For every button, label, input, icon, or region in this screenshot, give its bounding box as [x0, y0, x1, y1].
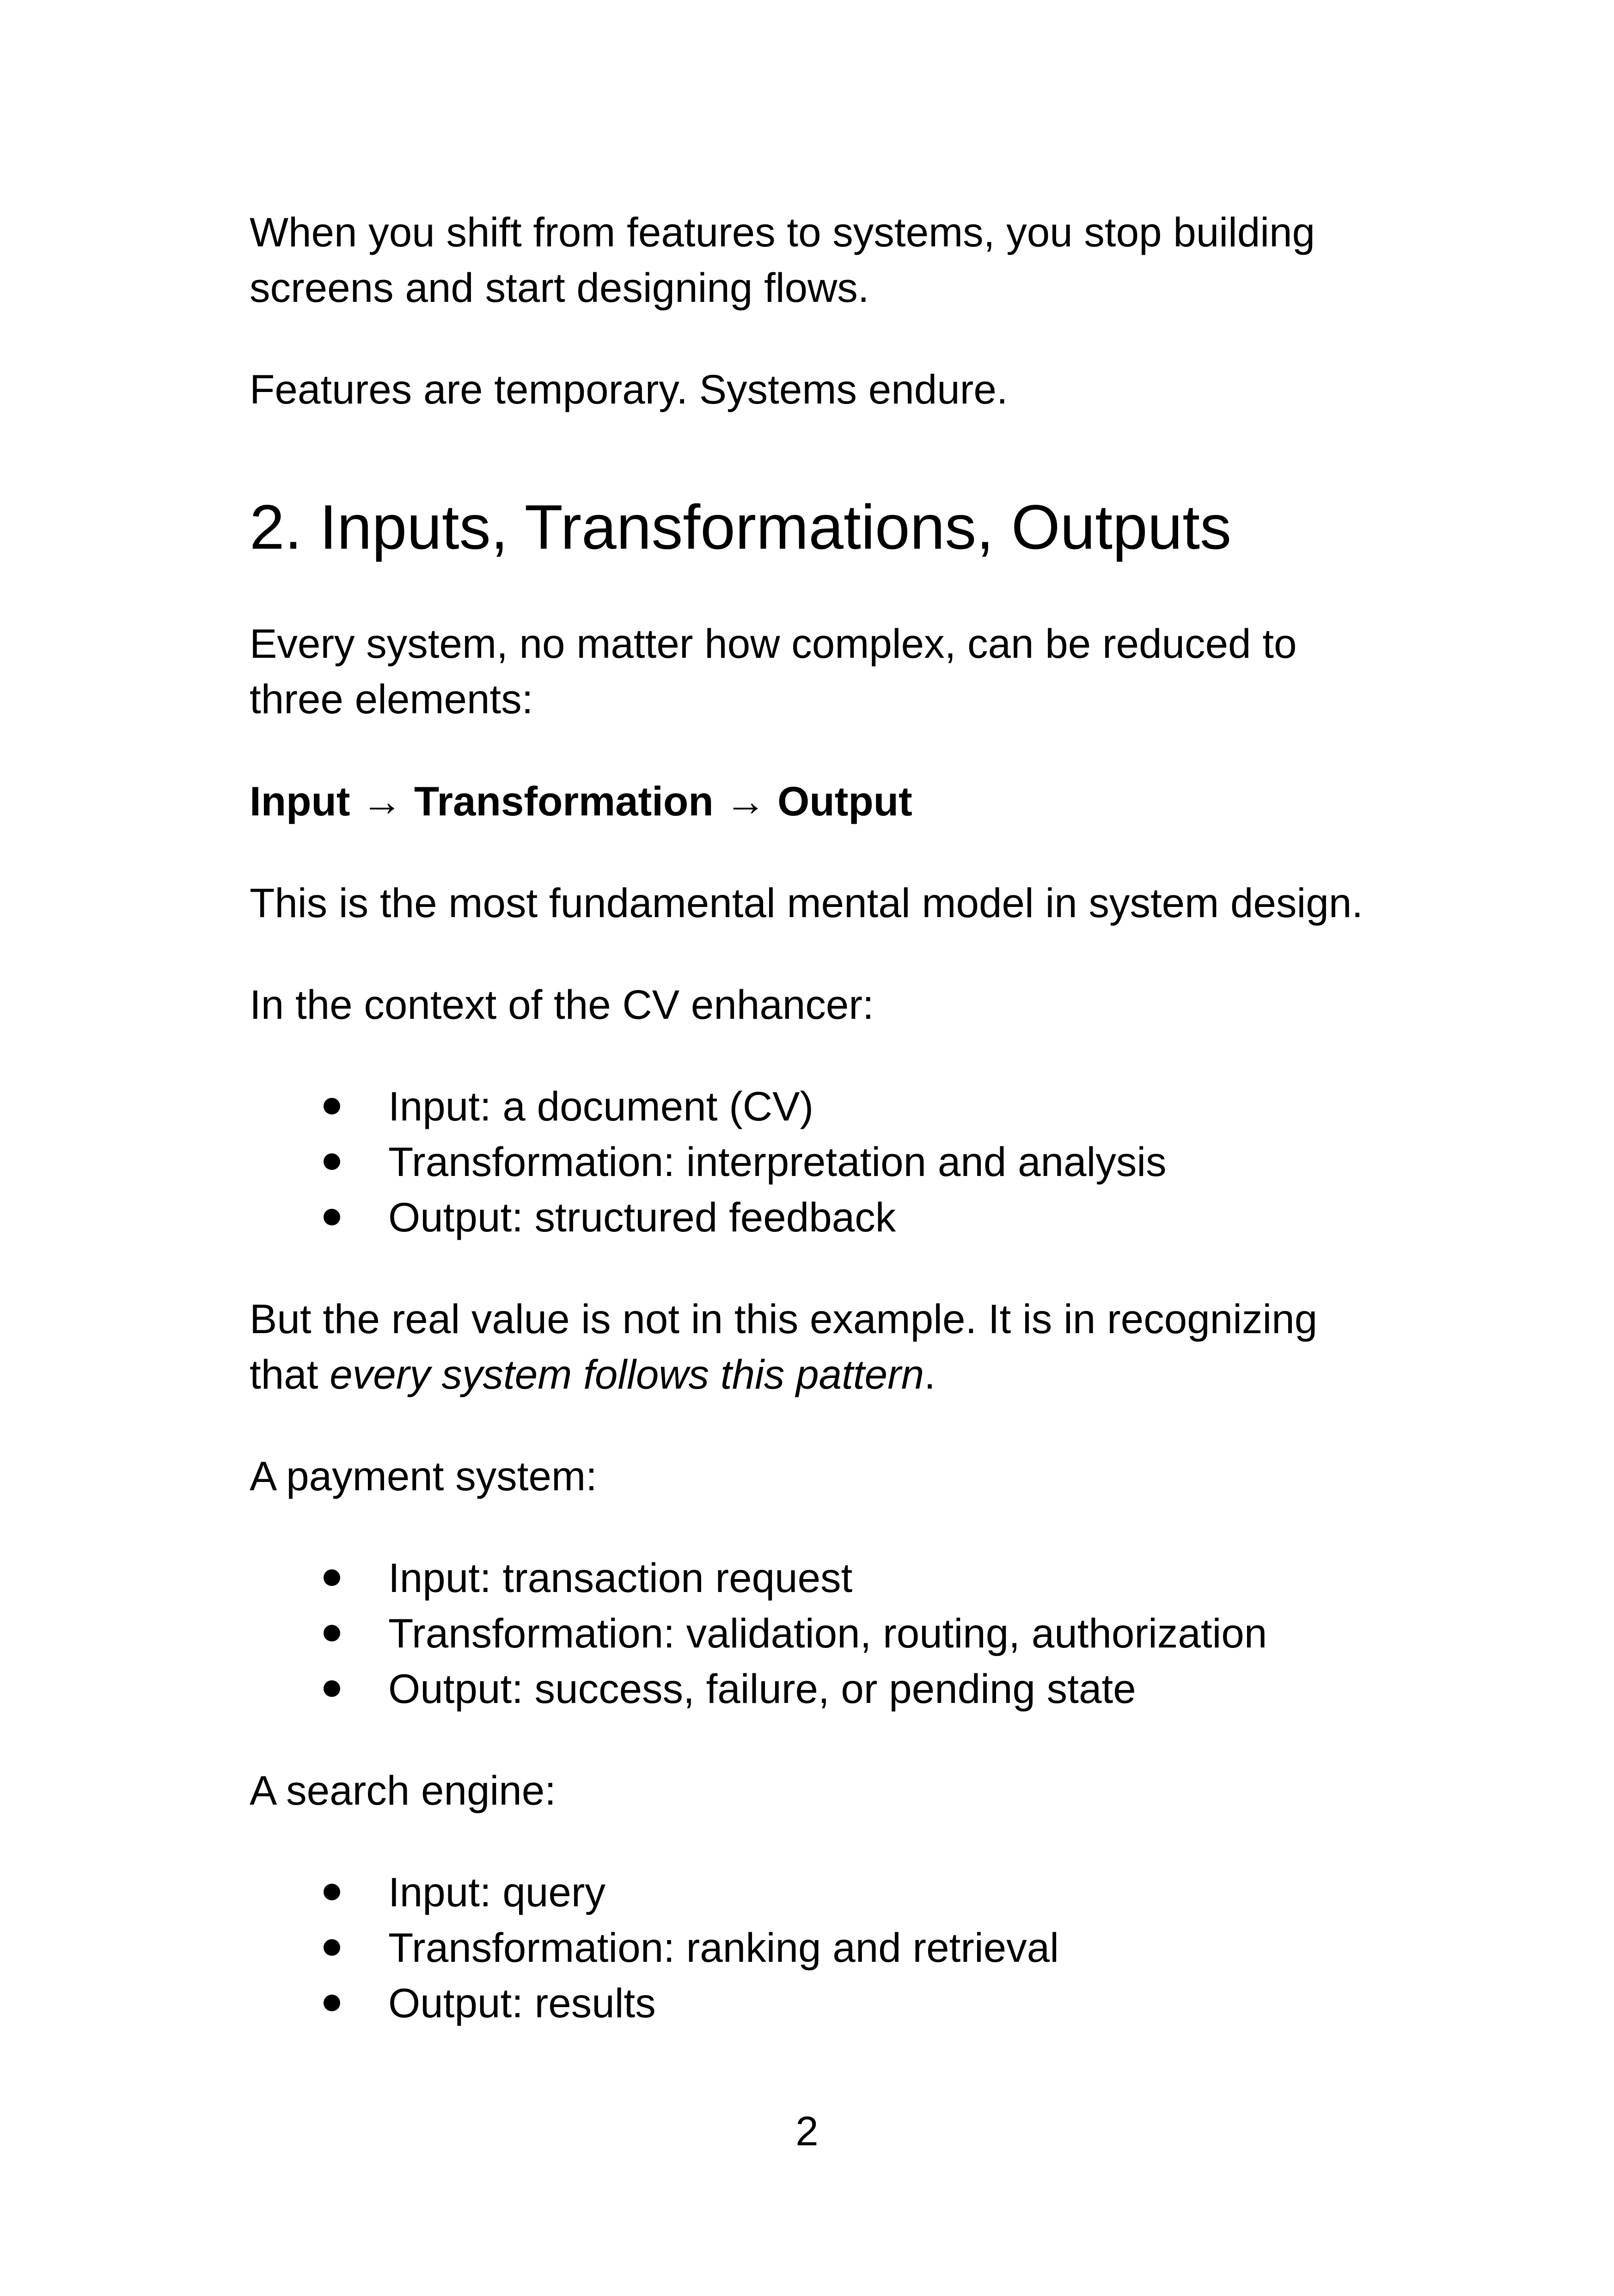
list-item-text: Transformation: ranking and retrieval — [388, 1924, 1059, 1971]
paragraph-1-line-1: Every system, no matter how complex, can be reduced to — [250, 620, 1297, 667]
list-item-text: Output: structured feedback — [388, 1194, 896, 1240]
intro-line-2: screens and start designing flows. — [250, 264, 869, 311]
mental-model-line: Input → Transformation → Output — [250, 778, 912, 824]
cv-intro: In the context of the CV enhancer: — [250, 981, 874, 1028]
list-item-text: Output: success, failure, or pending state — [388, 1665, 1136, 1712]
bullet-icon — [324, 1209, 340, 1225]
list-item — [0, 1189, 1387, 1245]
list-item-text: Transformation: interpretation and analysis — [388, 1139, 1167, 1185]
list-item — [0, 1661, 1387, 1716]
paragraph-3-line-1: But the real value is not in this example. It is in recognizing — [250, 1296, 1318, 1342]
intro-line-1: When you shift from features to systems, you stop building — [250, 209, 1315, 255]
payment-intro: A payment system: — [250, 1453, 597, 1499]
bullet-icon — [324, 1884, 340, 1900]
bullet-icon — [324, 1153, 340, 1170]
list-item-text: Input: transaction request — [388, 1555, 853, 1601]
bullet-icon — [324, 1098, 340, 1114]
bullet-icon — [324, 1625, 340, 1641]
paragraph-3-emphasis: every system follows this pattern — [330, 1351, 924, 1397]
paragraph-3-prefix: that — [250, 1351, 330, 1397]
list-item-text: Output: results — [388, 1980, 656, 2026]
list-item — [0, 1134, 1387, 1189]
list-item — [0, 1078, 1387, 1134]
list-item — [0, 1920, 1387, 1975]
list-item-text: Input: a document (CV) — [388, 1083, 814, 1129]
intro-line-3: Features are temporary. Systems endure. — [250, 366, 1008, 412]
page-number: 2 — [795, 2108, 819, 2154]
section-heading: 2. Inputs, Transformations, Outputs — [250, 492, 1232, 562]
list-item-text: Transformation: validation, routing, authorization — [388, 1610, 1267, 1656]
bullet-icon — [324, 1939, 340, 1956]
paragraph-2: This is the most fundamental mental model in system design. — [250, 880, 1363, 926]
paragraph-3-suffix: . — [924, 1351, 935, 1397]
bullet-icon — [324, 1680, 340, 1697]
list-item-text: Input: query — [388, 1869, 606, 1915]
list-item — [0, 1864, 1387, 1920]
paragraph-1-line-2: three elements: — [250, 676, 533, 722]
list-item — [0, 1975, 1387, 2031]
list-item — [0, 1605, 1387, 1661]
bullet-icon — [324, 1569, 340, 1586]
paragraph-3-line-2 — [250, 1347, 935, 1402]
bullet-icon — [324, 1995, 340, 2011]
search-intro: A search engine: — [250, 1767, 556, 1813]
list-item — [0, 1550, 1387, 1605]
